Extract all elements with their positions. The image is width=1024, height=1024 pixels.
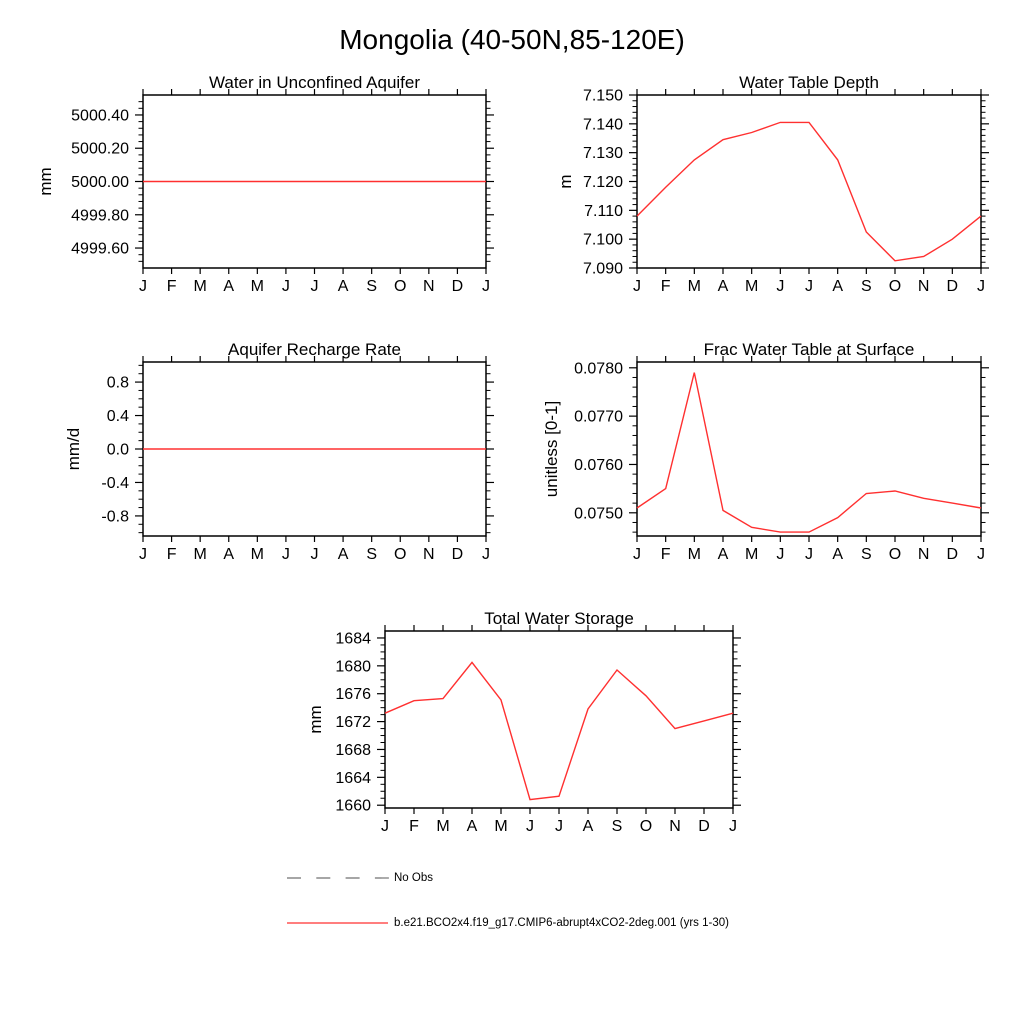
x-tick-label: M [250, 278, 264, 295]
x-tick-label: N [917, 546, 930, 563]
x-tick-label: M [745, 278, 759, 295]
y-tick-label: 1672 [335, 714, 371, 732]
plot-title: Frac Water Table at Surface [703, 340, 915, 359]
x-tick-label: S [860, 546, 872, 563]
x-tick-label: J [633, 278, 641, 295]
x-tick-label: F [660, 278, 671, 295]
y-axis-label: mm [306, 705, 325, 734]
y-tick-label: 1668 [335, 741, 371, 759]
x-tick-label: F [166, 546, 177, 563]
y-axis-label: mm [36, 167, 55, 196]
x-tick-label: A [337, 546, 349, 563]
x-tick-label: A [337, 278, 349, 295]
x-tick-label: J [805, 546, 813, 563]
x-tick-label: J [310, 278, 319, 295]
legend-label-model-run: b.e21.BCO2x4.f19_g17.CMIP6-abrupt4xCO2-2deg.001 (yrs 1-30) [394, 917, 729, 929]
y-tick-label: 1684 [335, 630, 371, 648]
x-tick-label: N [669, 818, 681, 835]
x-tick-label: A [717, 278, 729, 295]
x-tick-label: D [946, 278, 959, 295]
x-tick-label: D [451, 546, 464, 563]
x-tick-label: M [193, 278, 207, 295]
x-tick-label: A [717, 546, 729, 563]
x-tick-label: J [139, 278, 147, 295]
x-tick-label: F [409, 818, 419, 835]
y-tick-label: 1660 [335, 797, 371, 815]
x-tick-label: M [687, 546, 701, 563]
y-tick-label: 5000.20 [71, 140, 129, 158]
x-tick-label: O [888, 278, 902, 295]
y-tick-label: 7.140 [582, 116, 623, 134]
x-tick-label: D [451, 278, 464, 295]
y-axis-label: m [556, 174, 575, 189]
y-tick-label: 7.090 [582, 260, 623, 278]
page-title: Mongolia (40-50N,85-120E) [339, 24, 685, 55]
y-axis-label: unitless [0-1] [542, 400, 561, 498]
x-tick-label: A [466, 818, 478, 835]
plot-frame [385, 631, 733, 808]
x-tick-label: A [223, 546, 235, 563]
x-tick-label: A [582, 818, 594, 835]
y-tick-label: 7.150 [582, 87, 623, 105]
x-tick-label: N [917, 278, 930, 295]
no-obs-line-sample [287, 871, 391, 885]
y-tick-label: 0.0 [106, 441, 129, 459]
x-tick-label: M [250, 546, 264, 563]
x-tick-label: J [776, 278, 785, 295]
y-tick-label: 4999.60 [71, 240, 129, 258]
x-tick-label: M [687, 278, 701, 295]
x-tick-label: O [639, 818, 653, 835]
x-tick-label: O [394, 546, 407, 563]
y-tick-label: 7.130 [582, 145, 623, 163]
x-tick-label: A [832, 546, 844, 563]
y-tick-label: 4999.80 [71, 207, 129, 225]
x-tick-label: J [482, 278, 490, 295]
x-tick-label: A [223, 278, 235, 295]
x-tick-label: M [745, 546, 759, 563]
plot-title: Aquifer Recharge Rate [228, 340, 401, 359]
x-tick-label: F [166, 278, 177, 295]
x-tick-label: J [633, 546, 641, 563]
plot-title: Water in Unconfined Aquifer [208, 73, 421, 92]
y-tick-label: 5000.40 [71, 107, 129, 125]
y-tick-label: 0.0760 [574, 456, 623, 474]
legend-item-model-run [287, 916, 729, 930]
x-tick-label: J [381, 818, 389, 835]
x-tick-label: J [555, 818, 563, 835]
y-tick-label: 7.110 [584, 202, 623, 220]
y-tick-label: 1680 [335, 658, 371, 676]
data-line [385, 662, 733, 799]
x-tick-label: D [946, 546, 959, 563]
legend-item-no-obs [287, 871, 433, 885]
x-tick-label: M [494, 818, 508, 835]
y-tick-label: 7.120 [582, 174, 623, 191]
x-tick-label: J [977, 546, 985, 563]
x-tick-label: J [281, 546, 290, 563]
x-tick-label: J [482, 546, 490, 563]
y-tick-label: 0.8 [106, 374, 129, 392]
y-tick-label: 0.0770 [574, 408, 623, 426]
y-tick-label: 7.100 [582, 231, 623, 249]
x-tick-label: O [394, 278, 407, 295]
x-tick-label: J [281, 278, 290, 295]
x-tick-label: S [366, 546, 378, 563]
x-tick-label: M [436, 818, 450, 835]
x-tick-label: J [526, 818, 534, 835]
x-tick-label: A [832, 278, 844, 295]
x-tick-label: N [423, 546, 435, 563]
plot-title: Water Table Depth [739, 73, 879, 92]
y-axis-label: mm/d [64, 427, 83, 471]
y-tick-label: -0.4 [101, 474, 129, 492]
y-tick-label: 1664 [335, 769, 371, 787]
y-tick-label: -0.8 [101, 508, 129, 526]
y-tick-label: 0.4 [106, 408, 129, 426]
x-tick-label: J [977, 278, 985, 295]
x-tick-label: M [193, 546, 207, 563]
x-tick-label: J [139, 546, 147, 563]
x-tick-label: J [805, 278, 813, 295]
y-tick-label: 1676 [335, 686, 371, 704]
plot-title: Total Water Storage [484, 609, 634, 628]
x-tick-label: F [660, 546, 671, 563]
x-tick-label: S [611, 818, 623, 835]
x-tick-label: D [698, 818, 710, 835]
x-tick-label: J [776, 546, 785, 563]
y-tick-label: 0.0780 [574, 360, 623, 378]
x-tick-label: J [729, 818, 737, 835]
legend-label-no-obs: No Obs [394, 872, 433, 884]
x-tick-label: O [888, 546, 902, 563]
x-tick-label: N [423, 278, 435, 295]
model-run-line-sample [287, 916, 391, 930]
y-tick-label: 0.0750 [574, 505, 623, 523]
y-tick-label: 5000.00 [71, 174, 129, 191]
x-tick-label: J [310, 546, 319, 563]
x-tick-label: S [860, 278, 872, 295]
x-tick-label: S [366, 278, 378, 295]
